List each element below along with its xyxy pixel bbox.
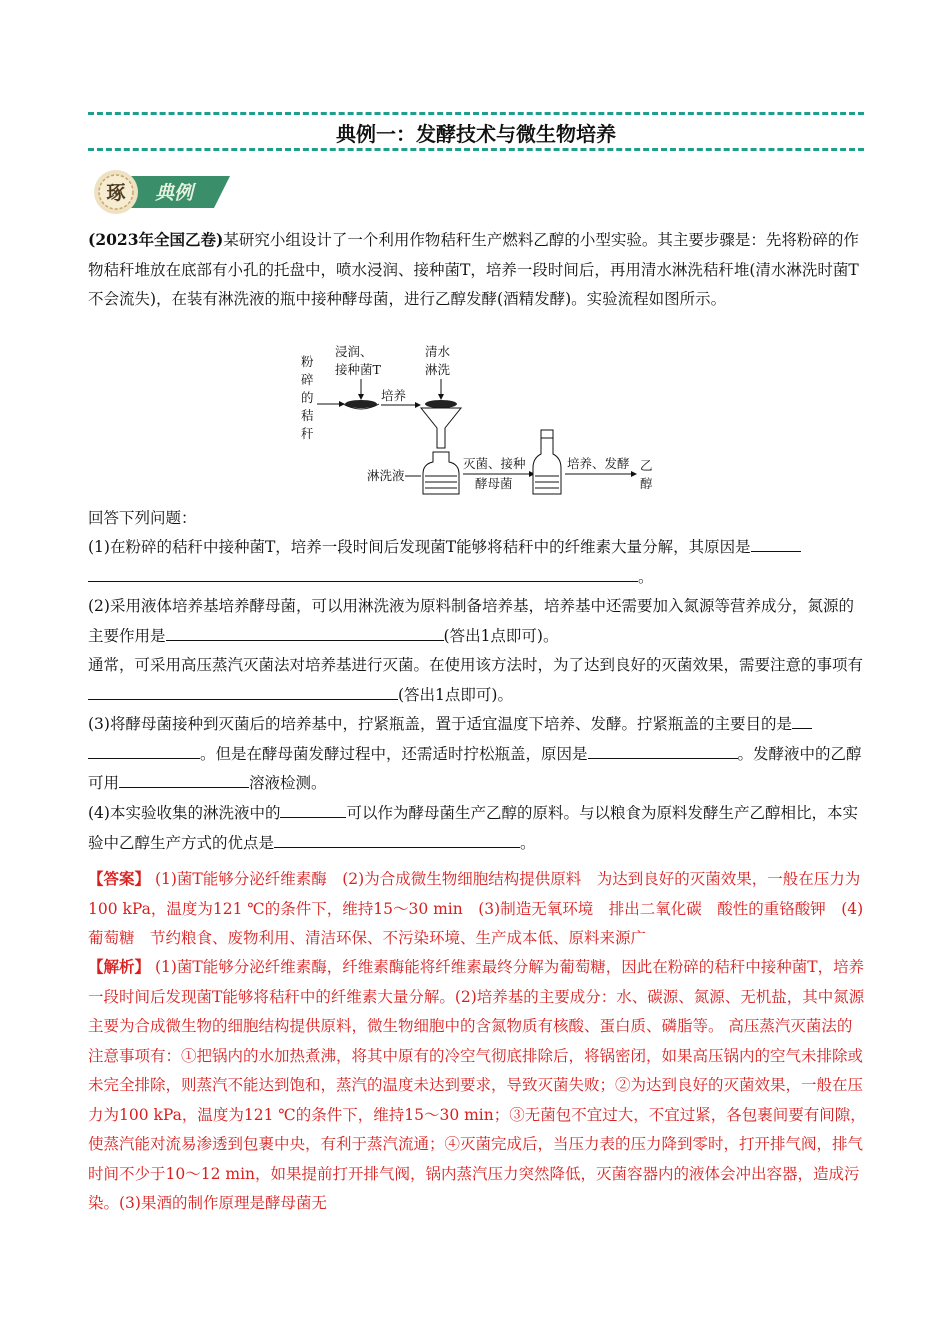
question-4a-text: (4)本实验收集的淋洗液中的 [88, 804, 281, 822]
wet-label-2: 接种菌T [335, 362, 381, 377]
title-divider-top [88, 112, 864, 115]
straw-label [301, 354, 314, 441]
experiment-flow-diagram [295, 342, 660, 497]
page-title: 典例一：发酵技术与微生物培养 [336, 122, 616, 146]
svg-text:碎: 碎 [301, 372, 314, 387]
question-2b: 通常，可采用高压蒸汽灭菌法对培养基进行灭菌。在使用该方法时，为了达到良好的灭菌效果，需要注意的事项有(答出1点即可)。 [88, 656, 864, 704]
question-4: (4)本实验收集的淋洗液中的 可以作为酵母菌生产乙醇的原料。与以粮食为原料发酵生产乙醇相比，本实验中乙醇生产方式的优点是 。 [88, 799, 866, 858]
wash-label-1: 清水 [425, 344, 451, 359]
answer-label: 【答案】 [88, 869, 151, 888]
question-2a: (2)采用液体培养基培养酵母菌，可以用淋洗液为原料制备培养基，培养基中还需要加入氮源等营养成分，氮源的主要作用是 (答出1点即可)。 [88, 597, 854, 645]
question-2a-text: (2)采用液体培养基培养酵母菌，可以用淋洗液为原料制备培养基，培养基中还需要加入氮源等营养成分，氮源的主要作用是 [88, 597, 854, 645]
tag-char: 琢 [106, 182, 126, 204]
question-source: (2023年全国乙卷) [88, 230, 224, 249]
svg-text:的: 的 [301, 390, 314, 405]
answer-blank[interactable] [280, 801, 346, 818]
answer-blank[interactable] [588, 742, 738, 759]
answer-blank[interactable] [88, 742, 200, 759]
answer-blank[interactable] [88, 565, 638, 582]
answer-text: (1)菌T能够分泌纤维素酶 (2)为合成微生物细胞结构提供原料 为达到良好的灭菌效果，一般在压力为100 kPa，温度为121 ℃的条件下，维持15～30 min (3)制造无氧环境 排出二氧化碳 酸性的重铬酸钾 (4)葡萄糖 节约粮食、废物利用、清洁环保、不污染环境、生产成本低、原料来源广 [88, 870, 864, 947]
tag-label: 典例 [154, 182, 194, 204]
analysis-text: (1)菌T能够分泌纤维素酶，纤维素酶能将纤维素最终分解为葡萄糖，因此在粉碎的秸秆中接种菌T，培养一段时间后发现菌T能够将秸秆中的纤维素大量分解。(2)培养基的主要成分：水、碳源、氮源、无机盐，其中氮源主要为合成微生物的细胞结构提供原料，微生物细胞中的含氮物质有核酸、蛋白质、磷脂等。 高压蒸汽灭菌法的注意事项有：①把锅内的水加热煮沸，将其中原有的冷空气彻底排除后，将锅密闭，如果高压锅内的空气未排除或未完全排除，则蒸汽不能达到饱和，蒸汽的温度未达到要求，导致灭菌失败；②为达到良好的灭菌效果，一般在压力为100 kPa，温度为121 ℃的条件下，维持15～30 min；③无菌包不宜过大，不宜过紧，各包裹间要有间隙，使蒸汽能对流易渗透到包裹中央，有利于蒸汽流通；④灭菌完成后，当压力表的压力降到零时，打开排气阀，排气时间不少于10～12 min，如果提前打开排气阀，锅内蒸汽压力突然降低，灭菌容器内的液体会冲出容器，造成污染。(3)果酒的制作原理是酵母菌无 [88, 958, 866, 1212]
svg-text:秆: 秆 [301, 426, 314, 441]
liquid-label: 淋洗液 [367, 468, 405, 483]
question-intro [88, 225, 866, 315]
analysis-section [88, 952, 866, 1219]
answer-blank[interactable] [792, 712, 812, 729]
ethanol-label [640, 458, 653, 491]
svg-text:醇: 醇 [640, 476, 653, 491]
question-2b-text: 通常，可采用高压蒸汽灭菌法对培养基进行灭菌。在使用该方法时，为了达到良好的灭菌效果，需要注意的事项有 [88, 656, 864, 674]
question-3 [88, 710, 866, 799]
wash-label-2: 淋洗 [425, 362, 451, 377]
question-prompt: 回答下列问题： [88, 509, 197, 527]
answer-blank[interactable] [166, 624, 444, 641]
sterilize-label-1: 灭菌、接种 [463, 456, 526, 471]
answer-section [88, 864, 866, 954]
svg-text:粉: 粉 [301, 354, 314, 369]
wet-label-1: 浸润、 [335, 344, 373, 359]
example-tag-icon [92, 168, 232, 216]
question-3a-text: (3)将酵母菌接种到灭菌后的培养基中，拧紧瓶盖，置于适宜温度下培养、发酵。拧紧瓶盖的主要目的是 [88, 715, 792, 733]
bottle-ferment [533, 430, 561, 494]
question-4b-text: 可以作为酵母菌生产乙醇的原料。与以粮食为原料发酵生产乙醇相比，本实验中乙醇生产方式的优点是 [88, 804, 858, 852]
ferment-label: 培养、发酵 [567, 456, 630, 471]
question-1-text: (1)在粉碎的秸秆中接种菌T，培养一段时间后发现菌T能够将秸秆中的纤维素大量分解，其原因是 [88, 538, 751, 556]
svg-text:秸: 秸 [301, 408, 314, 423]
question-3c-text: 。发酵液中的乙醇可用 [88, 744, 862, 792]
flask-wash [423, 452, 459, 494]
question-3d-text: 溶液检测。 [249, 774, 327, 792]
culture-label: 培养 [381, 388, 407, 403]
title-divider-bottom [88, 148, 864, 151]
analysis-label: 【解析】 [88, 957, 151, 976]
answer-blank[interactable] [88, 683, 398, 700]
straw-tray [343, 400, 379, 409]
question-3b-text: 。但是在酵母菌发酵过程中，还需适时拧松瓶盖，原因是 [200, 744, 588, 763]
funnel [421, 400, 461, 448]
answer-blank[interactable] [274, 831, 520, 848]
answer-blank[interactable] [119, 771, 249, 788]
sterilize-label-2: 酵母菌 [475, 476, 513, 491]
svg-text:乙: 乙 [640, 458, 653, 473]
question-intro-text: 某研究小组设计了一个利用作物秸秆生产燃料乙醇的小型实验。其主要步骤是：先将粉碎的作物秸秆堆放在底部有小孔的托盘中，喷水浸润、接种菌T，培养一段时间后，再用清水淋洗秸秆堆(清水淋洗时菌T不会流失)，在装有淋洗液的瓶中接种酵母菌，进行乙醇发酵(酒精发酵)。实验流程如图所示。 [88, 231, 859, 308]
question-1: (1)在粉碎的秸秆中接种菌T，培养一段时间后发现菌T能够将秸秆中的纤维素大量分解，其原因是 。 [88, 533, 866, 592]
answer-blank[interactable] [751, 535, 801, 552]
